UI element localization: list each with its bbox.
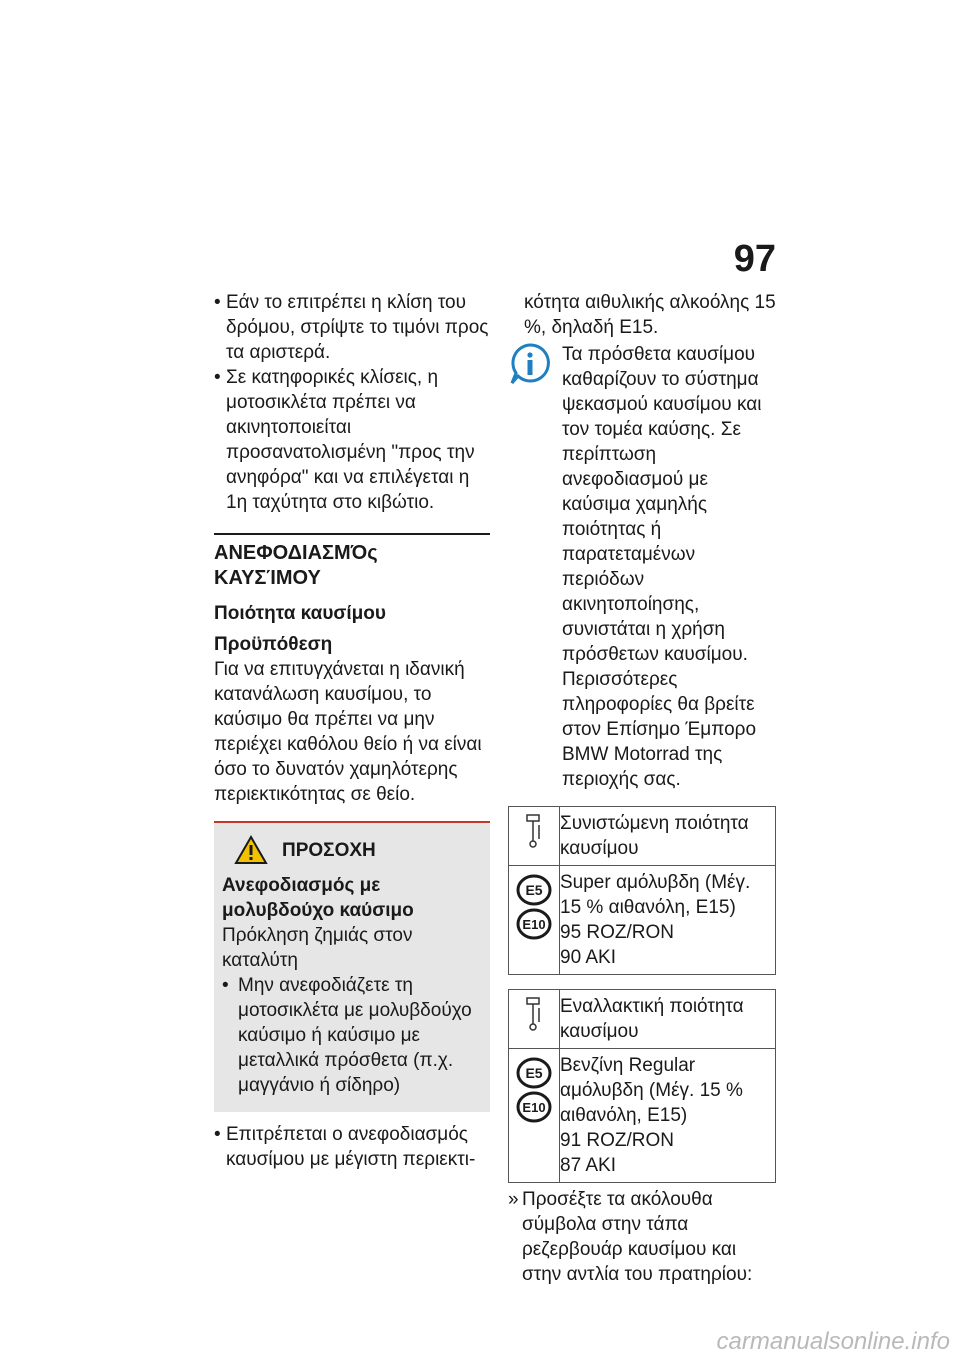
fuel-table-alternative <box>508 989 776 1183</box>
svg-text:E10: E10 <box>522 1100 546 1115</box>
info-note <box>508 342 776 792</box>
table-header-alternative: Εναλλακτική ποιότητα καυσίμου <box>560 990 776 1049</box>
svg-text:E10: E10 <box>522 917 546 932</box>
e10-badge-icon <box>516 1091 552 1123</box>
fuel-pump-cell <box>509 807 560 866</box>
list-item: • Σε κατηφορικές κλίσεις, η μοτοσικλέτα πρέπει να ακινητοποιείται προσανατολισμένη "προς την ανηφόρα" και να επιλέγεται η 1η ταχύτητα στο κιβώτιο. <box>214 367 475 513</box>
list-item-text: Επιτρέπεται ο ανεφοδιασμός καυσίμου με μέγιστη περιεκτι- <box>226 1124 476 1170</box>
warning-heading: Ανεφοδιασμός με μολυβδούχο καύσιμο <box>222 875 414 921</box>
warning-bullet-text: Μην ανεφοδιάζετε τη μοτοσικλέτα με μολυβδούχο καύσιμο ή καύσιμο με μεταλλικά πρόσθετα (π.χ. μαγγάνιο ή σίδηρο) <box>238 975 472 1096</box>
warning-box <box>214 821 490 1112</box>
subsection-title: Ποιότητα καυσίμου <box>214 603 386 624</box>
warning-header <box>222 835 482 865</box>
info-icon <box>508 342 552 386</box>
fuel-badge-cell <box>509 866 560 975</box>
action-step-text: Προσέξτε τα ακόλουθα σύμβολα στην τάπα ρεζερβουάρ καυσίμου και στην αντλία του πρατηρίου: <box>522 1189 753 1285</box>
right-column <box>508 290 776 1287</box>
action-step: » Προσέξτε τα ακόλουθα σύμβολα στην τάπα ρεζερβουάρ καυσίμου και στην αντλία του πρατηρίου: <box>508 1189 753 1285</box>
svg-text:E5: E5 <box>525 1065 543 1081</box>
table-header-recommended: Συνιστώμενη ποιότητα καυσίμου <box>560 807 776 866</box>
fuel-pump-icon <box>523 813 545 849</box>
prerequisite-text: Για να επιτυγχάνεται η ιδανική κατανάλωση καυσίμου, το καύσιμο θα πρέπει να μην περιέχει καθόλου θείο ή να είναι όσο το δυνατόν χαμηλότερης περιεκτικότητας σε θείο. <box>214 659 482 805</box>
prerequisite-title: Προϋπόθεση <box>214 634 333 655</box>
table-value-recommended: Super αμόλυβδη (Μέγ. 15 % αιθανόλη, E15) 95 ROZ/RON 90 AKI <box>560 866 776 975</box>
page-number: 97 <box>733 238 776 280</box>
section-divider <box>214 533 490 535</box>
watermark: carmanualsonline.info <box>716 1328 950 1355</box>
left-column <box>214 290 490 1172</box>
continuation-text: κότητα αιθυλικής αλκοόλης 15 %, δηλαδή E15. <box>524 292 776 338</box>
e10-badge-icon <box>516 908 552 940</box>
e5-badge-icon <box>516 874 552 906</box>
fuel-pump-cell <box>509 990 560 1049</box>
fuel-badge-cell <box>509 1049 560 1183</box>
warning-bullet: • Μην ανεφοδιάζετε τη μοτοσικλέτα με μολυβδούχο καύσιμο ή καύσιμο με μεταλλικά πρόσθετα (π.χ. μαγγάνιο ή σίδηρο) <box>222 975 472 1096</box>
e5-badge-icon <box>516 1057 552 1089</box>
info-text: Τα πρόσθετα καυσίμου καθαρίζουν το σύστημα ψεκασμού καυσίμου και τον τομέα καύσης. Σε περίπτωση ανεφοδιασμού με καύσιμα χαμηλής ποιότητας ή παρατεταμένων περιόδων ακινητοποίησης, συνιστάται η χρήση πρόσθετων καυσίμου. Περισσότερες πληροφορίες θα βρείτε στον Επίσημο Έμπορο BMW Motorrad της περιοχής σας. <box>562 344 762 790</box>
fuel-table-recommended <box>508 806 776 975</box>
list-item-text: Εάν το επιτρέπει η κλίση του δρόμου, στρίψτε το τιμόνι προς τα αριστερά. <box>226 292 489 363</box>
warning-title: ΠΡΟΣΟΧΗ <box>282 839 376 861</box>
section-title: ΑΝΕΦΟΔΙΑΣΜΌς ΚΑΥΣΊΜΟΥ <box>214 542 378 589</box>
svg-text:E5: E5 <box>525 882 543 898</box>
list-item: • Εάν το επιτρέπει η κλίση του δρόμου, στρίψτε το τιμόνι προς τα αριστερά. <box>214 292 489 363</box>
table-value-alternative: Βενζίνη Regular αμόλυβδη (Μέγ. 15 % αιθανόλη, E15) 91 ROZ/RON 87 AKI <box>560 1049 776 1183</box>
list-item-text: Σε κατηφορικές κλίσεις, η μοτοσικλέτα πρέπει να ακινητοποιείται προσανατολισμένη "προς την ανηφόρα" και να επιλέγεται η 1η ταχύτητα στο κιβώτιο. <box>226 367 475 513</box>
fuel-pump-icon <box>523 996 545 1032</box>
warning-triangle-icon <box>234 835 268 865</box>
warning-text: Πρόκληση ζημιάς στον καταλύτη <box>222 925 413 971</box>
list-item: • Επιτρέπεται ο ανεφοδιασμός καυσίμου με μέγιστη περιεκτι- <box>214 1124 476 1170</box>
